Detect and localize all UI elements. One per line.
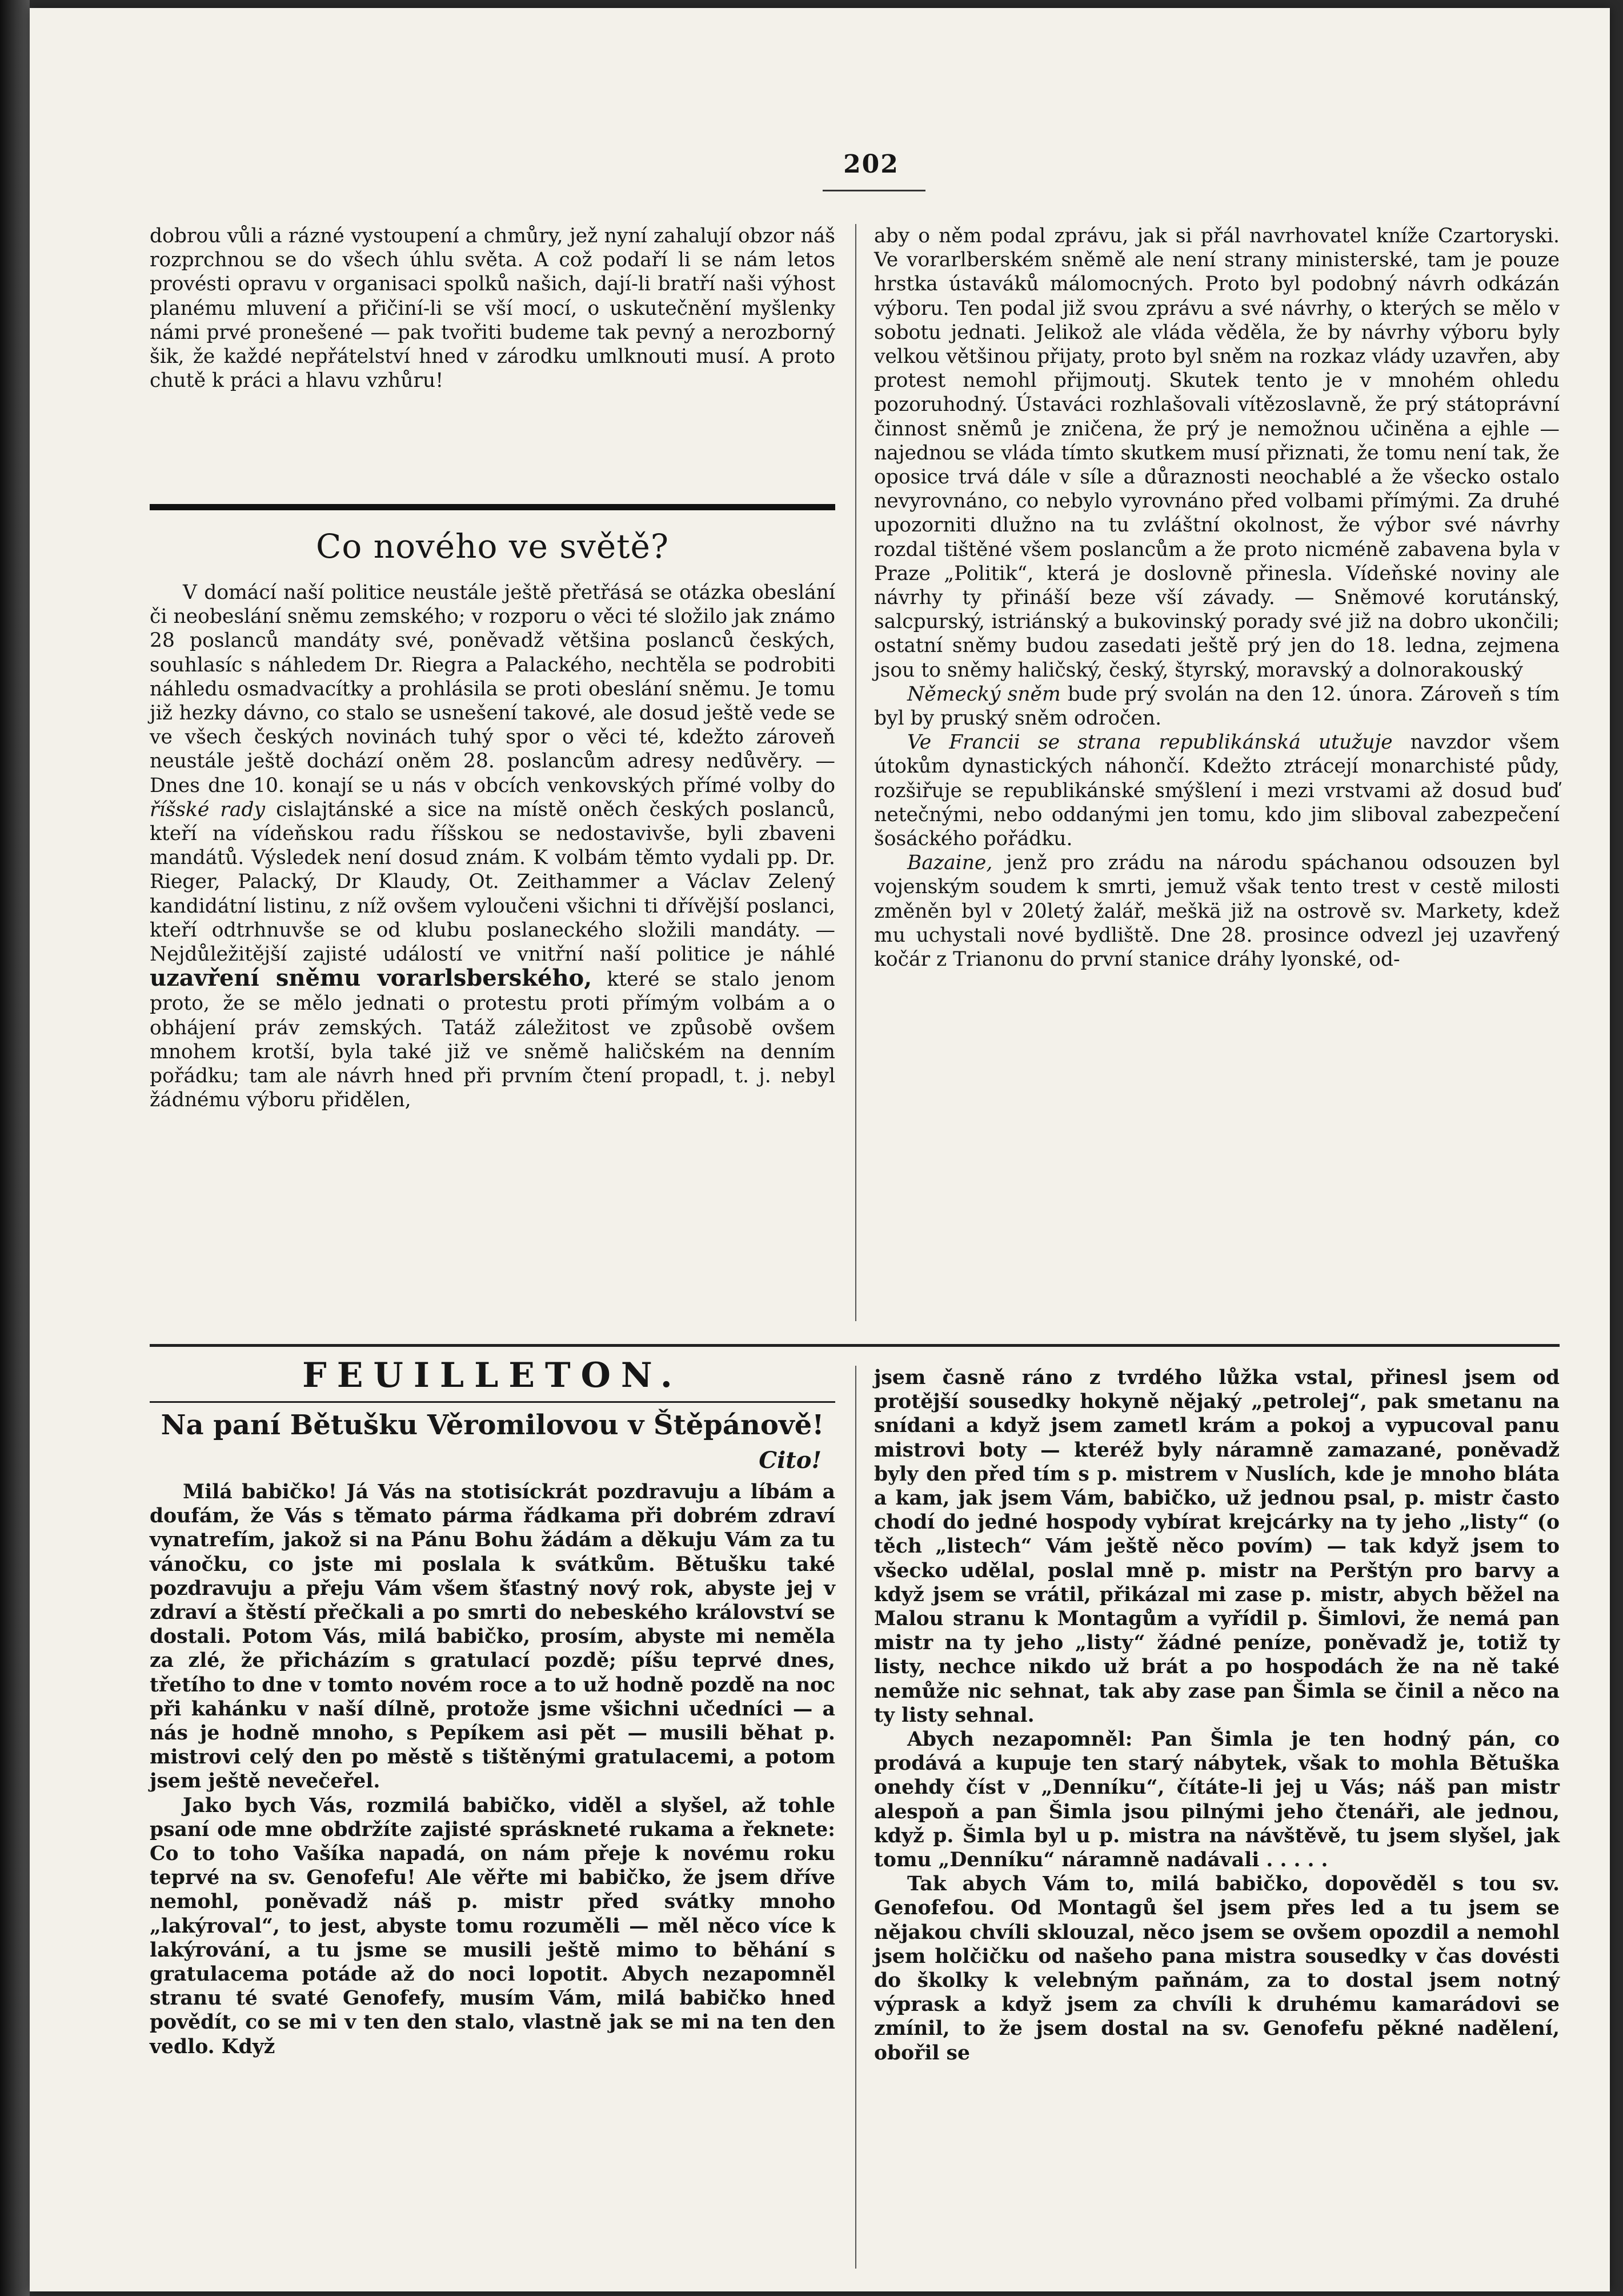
- news-text: bude prý svolán na den 12. února. Zároveň s tím byl by pruský sněm odročen.: [874, 682, 1560, 730]
- news-emphasis: Ve Francii se strana republikánská utužuje: [907, 731, 1393, 754]
- article-continuation: [150, 224, 835, 393]
- story-title: Na paní Bětušku Věromilovou v Štěpánově!: [161, 1409, 824, 1441]
- news-paragraph: [874, 730, 1560, 851]
- news-column-right: [874, 224, 1560, 971]
- news-text: V domácí naší politice neustále ještě přetřásá se otázka obeslání či neobeslání sněmu zemského; v rozporu o věci té složilo jak známo 28 poslanců mandáty své, poněvadž většina poslanců českých, souhlasíc s náhledem Dr. Riegra a Palackého, nechtěla se podrobiti náhledu osmadvacítky a prohlásila se proti obeslání sněmu. Je tomu již hezky dávno, co stalo se usnešení takové, ale dosud ještě vede se ve všech českých novinách tuhý spor o věci té, kdežto zároveň neustále ještě dochází oněm 28. poslancům adresy nedůvěry. — Dnes dne 10. konají se u nás v obcích venkovských přímé volby do: [150, 581, 835, 797]
- feuilleton-column-left: [150, 1480, 835, 2059]
- section-title: Co nového ve světě?: [316, 527, 669, 566]
- story-signature: Cito!: [759, 1447, 821, 1474]
- feuilleton-rule: [150, 1401, 835, 1403]
- news-paragraph: aby o něm podal zprávu, jak si přál navrhovatel kníže Czartoryski. Ve vorarlberském sněmě ale není strany ministerské, tam je pouze hrstka ústaváků málomocných. Proto byl podobný návrh odkázán výboru. Ten podal již svou zprávu a své návrhy, o kterých se mělo v sobotu jednati. Jelikož ale vláda věděla, že by návrhy výboru byly velkou většinou přijaty, proto byl sněm na rozkaz vlády uzavřen, aby protest nemohl přijmoutj. Skutek tento je v mnohém ohledu pozoruhodný. Ústaváci rozhlašovali vítězoslavně, že prý státoprávní činnost sněmů je zničena, že prý je nemožnou učiněna a ejhle — najednou se vláda tímto skutkem musí přiznati, že tomu není tak, že oposice trvá dále v síle a důraznosti neochablé a že všecko ostalo nevyrovnáno, co nebylo vyrovnáno před volbami přímými. Za druhé upozorniti dlužno na tu zvláštní okolnost, že výbor své návrhy rozdal tištěné všem poslancům a že proto nicméně zabavena byla v Praze „Politik“, která je doslovně přinesla. Vídeňské noviny ale návrhy ty přináší beze vší závady. — Sněmové korutánský, salcpurský, istriánský a bukovinský porady své již na dobro ukončili; ostatní sněmy budou zasedati ještě prý jen do 18. ledna, zejmena jsou to sněmy haličský, český, štyrský, moravský a dolnorakouský: [874, 225, 1560, 682]
- news-column-left: [150, 581, 835, 1112]
- news-emphasis: Bazaine,: [907, 851, 993, 875]
- feuilleton-paragraph: Jako bych Vás, rozmilá babičko, viděl a slyšel, až tohle psaní ode mne obdržíte zajisté spráskneté rukama a řeknete: Co to toho Vašíka napadá, on nám přeje k novému roku teprvé na sv. Genofefu! Ale věřte mi babičko, že jsem dříve nemohl, poněvadž náš p. mistr před svátky mnoho „lakýroval“, to jest, abyste tomu rozuměli — měl něco více k lakýrování, a tu jsme se musili ještě mimo to běhání s gratulacema potáde až do noci lopotit. Abych nezapomněl stranu té svaté Genofefy, musím Vám, milá babičko hned povědít, co se mi v ten den stalo, vlastně jak se mi na ten den vedlo. Když: [150, 1794, 835, 2058]
- news-paragraph: [150, 581, 835, 1112]
- news-highlight: uzavření sněmu vorarlsberského,: [150, 965, 592, 992]
- news-text: jenž pro zrádu na národu spáchanou odsouzen byl vojenským soudem k smrti, jemuž však tento trest v cestě milosti změněn byl v 20letý žalář, meškä již na ostrově sv. Markety, kdež mu uchystali nové bydliště. Dne 28. prosince odvezl jej uzavřený kočár z Trianonu do první stanice dráhy lyonské, od-: [874, 851, 1560, 971]
- page-number: 202: [843, 150, 899, 179]
- feuilleton-column-right: [874, 1366, 1560, 2065]
- feuilleton-paragraph: Tak abych Vám to, milá babičko, dopověděl s tou sv. Genofefou. Od Montagů šel jsem přes led a tu jsem se nějakou chvíli sklouzal, něco jsem se ovšem opozdil a nemohl jsem holčičku od našeho pana mistra sousedky v čas dovésti do školky k velebným paňnám, za to dostal jsem notný výprask a když jsem za chvíli k druhému kamarádovi se zmínil, to že jsem dostal na sv. Genofefu pěkné nadělení, obořil se: [874, 1873, 1560, 2065]
- news-paragraph: [874, 851, 1560, 971]
- feuilleton-heading: FEUILLETON.: [302, 1355, 683, 1395]
- column-divider: [855, 224, 856, 1321]
- feuilleton-paragraph: Milá babičko! Já Vás na stotisíckrát pozdravuju a líbám a doufám, že Vás s těmato párma řádkama při dobrém zdraví vynatrefím, jakož si na Pánu Bohu žádám a děkuju Vám za tu vánočku, co jste mi poslala k svátkům. Bětušku také pozdravuju a přeju Vám všem šťastný nový rok, abyste jej v zdraví a štěstí přečkali a po smrti do nebeského království se dostali. Potom Vás, milá babičko, prosím, abyste mi neměla za zlé, že přicházím s gratulací pozdě; píšu teprvé dnes, třetího to dne v tomto novém roce a to už hodně pozdě na noc při kahánku v naší dílně, protože jsme všichni učedníci — a nás je hodně mnoho, s Pepíkem asi pět — musili běhat p. mistrovi celý den po městě s tištěnými gratulacemi, a potom jsem ještě nevečeřel.: [150, 1481, 835, 1793]
- scan-edge: [0, 0, 30, 2296]
- news-emphasis: říšské rady: [150, 798, 266, 821]
- feuilleton-paragraph: Abych nezapomněl: Pan Šimla je ten hodný pán, co prodává a kupuje ten starý nábytek, však to mohla Bětuška onehdy číst v „Denníku“, čítáte-li jej u Vás; náš pan mistr alespoň a pan Šimla jsou pilnými jeho čtenáři, ale jednou, když p. Šimla byl u p. mistra na návštěvě, tu jsem slyšel, jak tomu „Denníku“ náramně nadávali . . . . .: [874, 1728, 1560, 1872]
- news-text: cislajtánské a sice na místě oněch českých poslanců, kteří na vídeňskou radu říšskou se nedostavivše, byli zbaveni mandátů. Výsledek není dosud znám. K volbám těmto vydali pp. Dr. Rieger, Palacký, Dr Klaudy, Ot. Zeithammer a Václav Zelený kandidátní listinu, z níž ovšem vyloučeni všichni ti dřívější poslanci, kteří odtrhnuvše se od klubu poslaneckého složili mandáty. — Nejdůležitější zajisté událostí ve vnitřní naší politice je náhlé: [150, 798, 835, 966]
- feuilleton-top-rule: [150, 1344, 1560, 1347]
- news-text: které se stalo jenom proto, že se mělo jednati o protestu proti přímým volbám a o obhájení práv zemských. Tatáž záležitost ve způsobě ovšem mnohem krotší, byla také již ve sněmě haličském na denním pořádku; tam ale návrh hned při prvním čtení propadl, t. j. nebyl žádnému výboru přidělen,: [150, 968, 835, 1112]
- page-number-rule: [823, 190, 925, 191]
- news-emphasis: Německý sněm: [907, 682, 1061, 706]
- feuilleton-paragraph: jsem časně ráno z tvrdého lůžka vstal, přinesl jsem od protější sousedky hokyně nějaký „petrolej“, pak smetanu na snídani a když jsem zametl krám a pokoj a vypucoval panu mistrovi boty — kteréž byly náramně zamazané, poněvadž byly den před tím s p. mistrem v Nuslích, kde je mnoho bláta a kam, jak jsem Vám, babičko, už jednou psal, p. mistr často chodí do jedné hospody vybírat krejcárky na ty jeho „listy“ (o těch „listech“ Vám ještě něco povím) — tak když jsem to všecko udělal, poslal mně p. mistr na Perštýn pro barvy a když jsem se vrátil, přikázal mi zase p. mistr, abych běžel na Malou stranu k Montagům a vyřídil p. Šimlovi, že nemá pan mistr na ty jeho „listy“ žádné peníze, poněvadž je, totiž ty listy, nechce nikdo už brát a po hospodách že na ně také nemůže nic sehnat, tak aby zase pan Šimla se činil a něco na ty listy sehnal.: [874, 1366, 1560, 1727]
- news-text: navzdor všem útokům dynastických náhončí. Kdežto ztrácejí monarchisté půdy, rozšiřuje se republikánské smýšlení i mezi vrstvami až dosud buď netečnými, nebo oddanými jen tomu, kdo jim sliboval zabezpečení šosáckého pořádku.: [874, 731, 1560, 851]
- article-continuation-text: dobrou vůli a rázné vystoupení a chmůry, jež nyní zahalují obzor náš rozprchnou se do všech úhlu světa. A což podaří li se nám letos provésti opravu v organisaci spolků našich, dají-li bratří naši výhost planému mluvení a přičiní-li se vší mocí, o uskutečnění myšlenky námi prvé pronešené — pak tvořiti budeme tak pevný a nerozborný šik, že každé nepřátelství hned v zárodku umlknouti musí. A proto chutě k práci a hlavu vzhůru!: [150, 225, 835, 393]
- news-paragraph: [874, 682, 1560, 730]
- section-divider: [150, 504, 835, 510]
- column-divider: [855, 1366, 856, 2269]
